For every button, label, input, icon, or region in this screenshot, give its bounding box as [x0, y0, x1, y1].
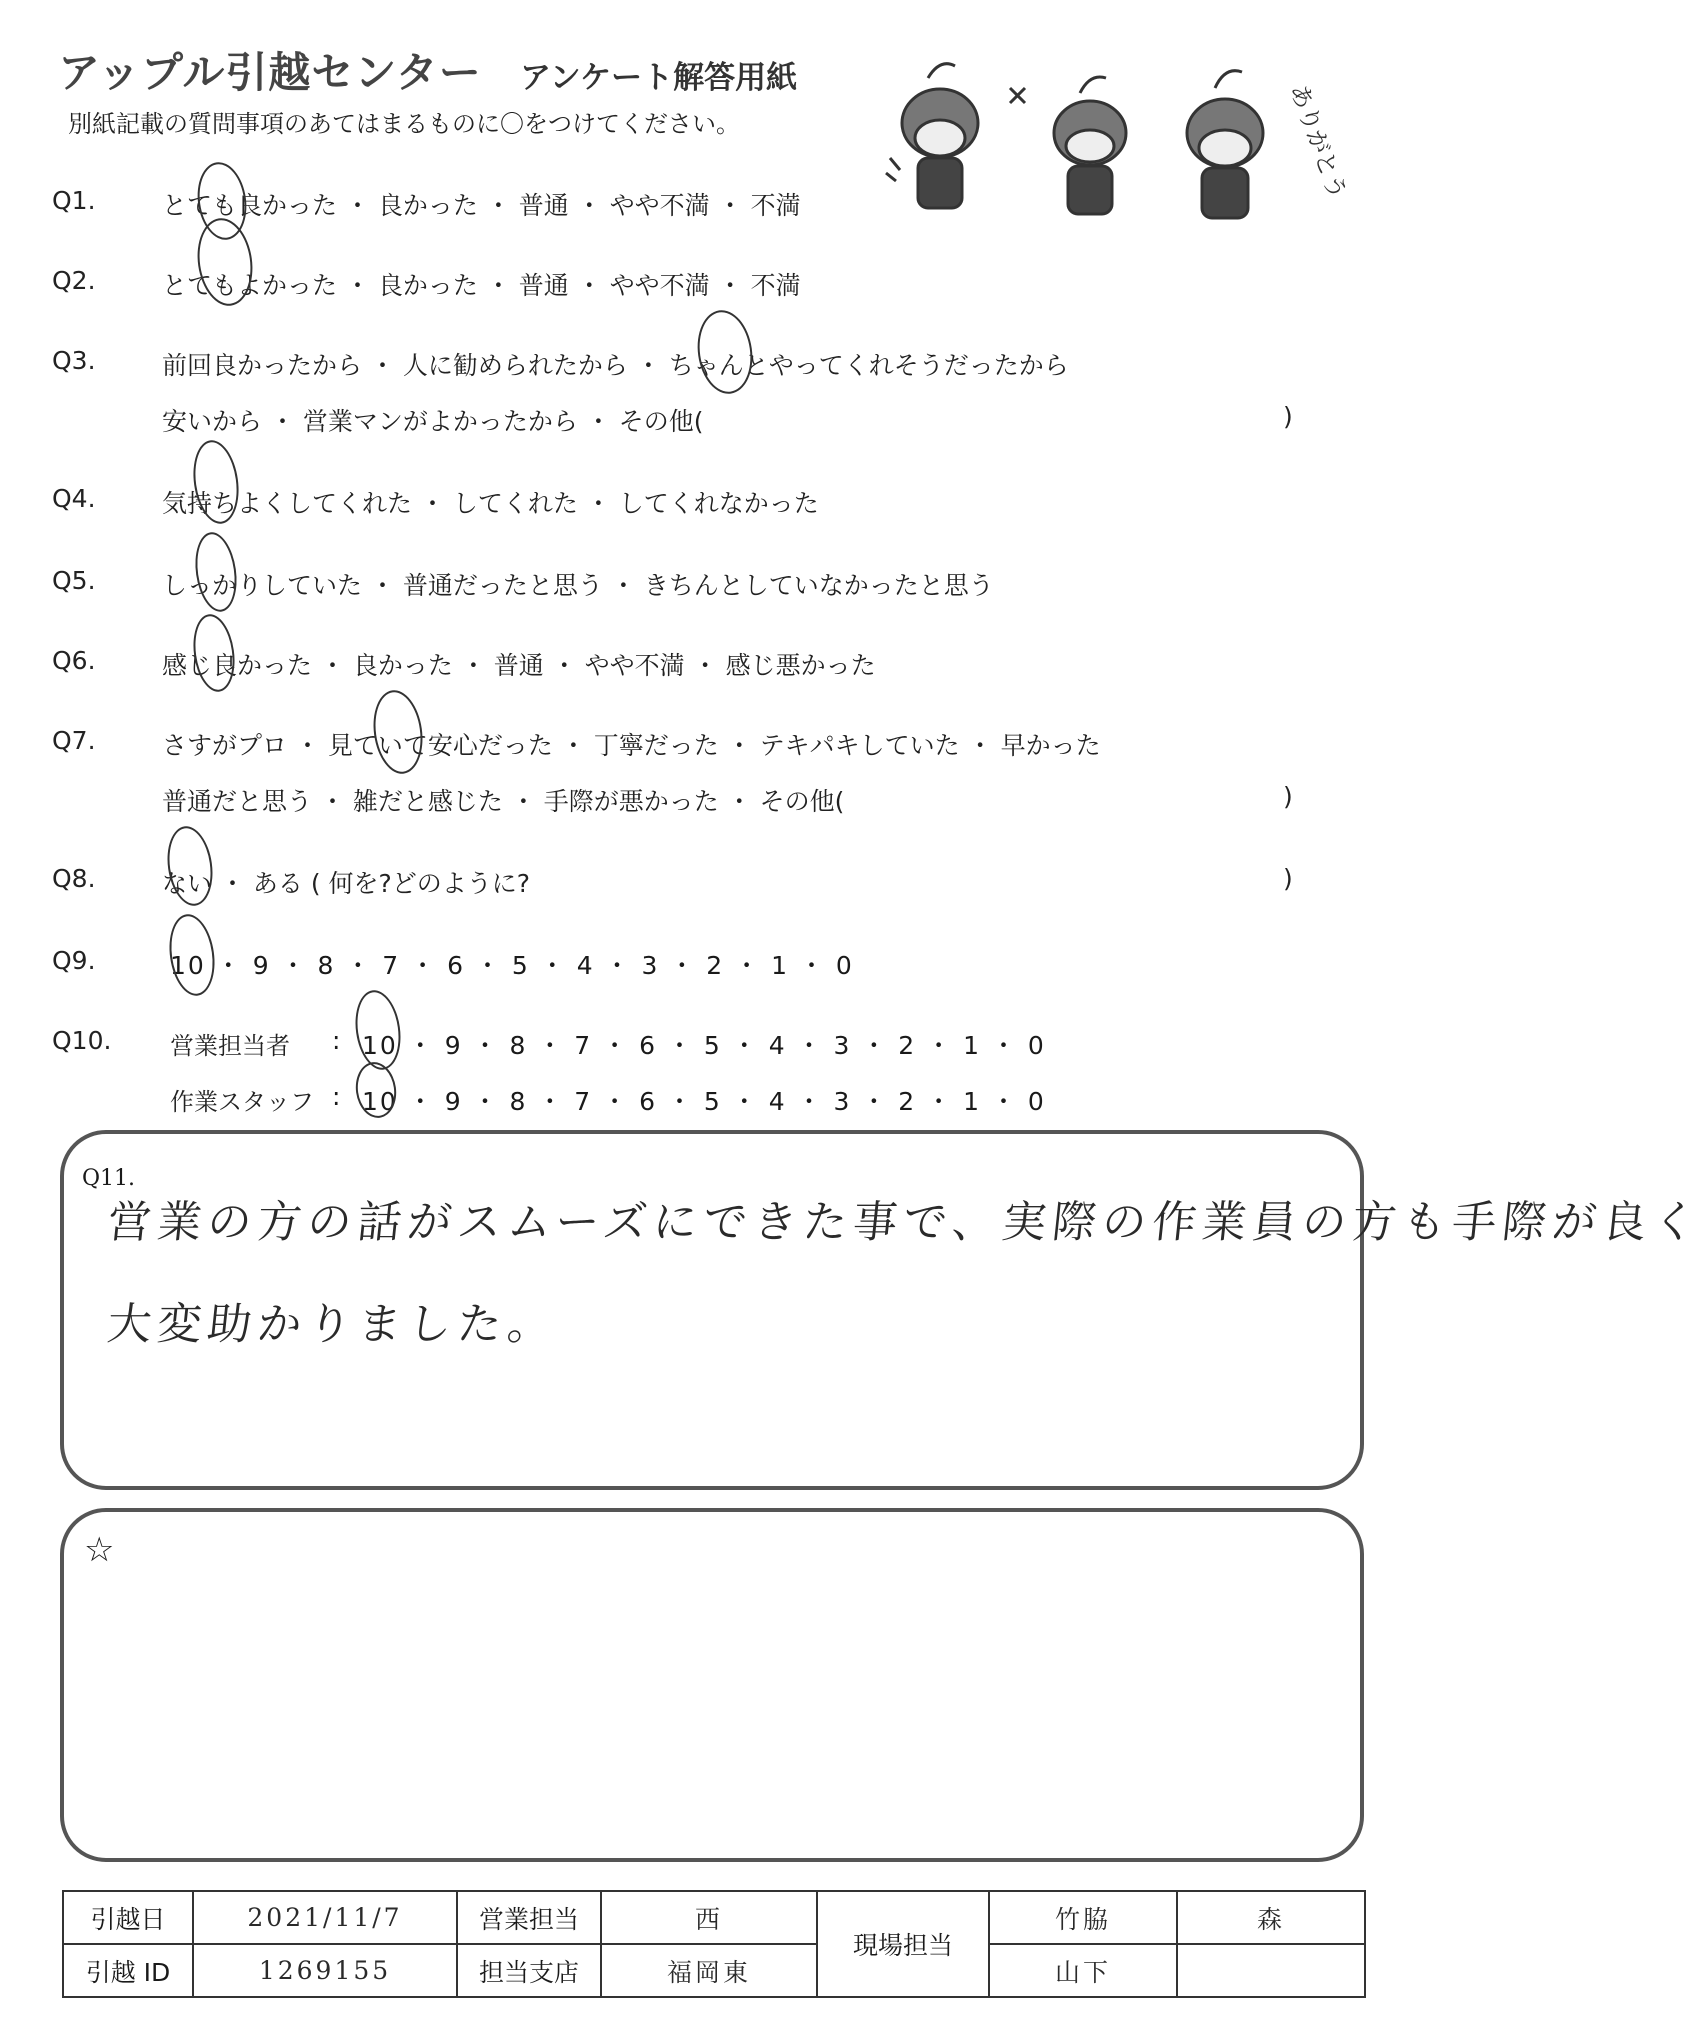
q11-answer-line1: 営業の方の話がスムーズにできた事で、実際の作業員の方も手際が良く — [104, 1197, 1705, 1248]
branch-value: 福岡東 — [601, 1944, 817, 1997]
mascot-caption: ありがとう — [1284, 80, 1352, 203]
comment-box[interactable] — [60, 1508, 1364, 1862]
mascot-middle — [1010, 77, 1126, 214]
q7-selection-circle — [368, 687, 427, 777]
q10-staff-colon: : — [332, 1082, 341, 1111]
footer-table — [62, 1890, 1366, 1998]
q4-options[interactable]: 気持ちよくしてくれた ・ してくれた ・ してくれなかった — [162, 489, 819, 518]
q1-options[interactable]: とても良かった ・ 良かった ・ 普通 ・ やや不満 ・ 不満 — [162, 191, 801, 220]
site-staff-2: 森 — [1177, 1891, 1365, 1944]
q4-label: Q4. — [52, 484, 96, 513]
q10-label: Q10. — [52, 1026, 112, 1055]
q8-close-paren: ) — [1283, 864, 1293, 893]
q3-selection-circle — [692, 307, 757, 398]
move-id-value: 1269155 — [193, 1944, 457, 1997]
q11-answer-line2: 大変助かりました。 — [104, 1299, 561, 1350]
q10-staff-label: 作業スタッフ — [170, 1088, 314, 1116]
mascot-left — [886, 64, 978, 208]
site-staff-1: 竹脇 — [989, 1891, 1177, 1944]
move-date-label: 引越日 — [63, 1891, 193, 1944]
q9-selection-circle — [165, 911, 220, 998]
q9-scale[interactable]: 10 ・ 9 ・ 8 ・ 7 ・ 6 ・ 5 ・ 4 ・ 3 ・ 2 ・ 1 ・ 0 — [170, 951, 854, 980]
move-date-value: 2021/11/7 — [193, 1891, 457, 1944]
star-icon: ☆ — [84, 1530, 115, 1570]
q10-sales-colon: : — [332, 1026, 341, 1055]
mascot-right — [1187, 71, 1263, 218]
sales-value: 西 — [601, 1891, 817, 1944]
q7-options-line1[interactable]: さすがプロ ・ 見ていて安心だった ・ 丁寧だった ・ テキパキしていた ・ 早かった — [162, 731, 1101, 760]
q7-label: Q7. — [52, 726, 96, 755]
company-title: アップル引越センター — [58, 48, 482, 97]
branch-label: 担当支店 — [457, 1944, 601, 1997]
q11-label: Q11. — [82, 1166, 136, 1191]
q6-options[interactable]: 感じ良かった ・ 良かった ・ 普通 ・ やや不満 ・ 感じ悪かった — [162, 651, 876, 680]
q10-sales-label: 営業担当者 — [170, 1032, 290, 1060]
q6-label: Q6. — [52, 646, 96, 675]
form-subtitle: アンケート解答用紙 — [520, 60, 798, 96]
q3-options-line1[interactable]: 前回良かったから ・ 人に勧められたから ・ ちゃんとやってくれそうだったから — [162, 351, 1069, 380]
q1-label: Q1. — [52, 186, 96, 215]
q2-options[interactable]: とてもよかった ・ 良かった ・ 普通 ・ やや不満 ・ 不満 — [162, 271, 801, 300]
q3-label: Q3. — [52, 346, 96, 375]
q3-close-paren: ) — [1283, 402, 1293, 431]
sales-label: 営業担当 — [457, 1891, 601, 1944]
q10-staff-scale[interactable]: 10 ・ 9 ・ 8 ・ 7 ・ 6 ・ 5 ・ 4 ・ 3 ・ 2 ・ 1 ・ 0 — [362, 1087, 1046, 1116]
q5-options[interactable]: しっかりしていた ・ 普通だったと思う ・ きちんとしていなかったと思う — [162, 571, 994, 600]
q3-options-line2[interactable]: 安いから ・ 営業マンがよかったから ・ その他( — [162, 407, 704, 436]
site-staff-3: 山下 — [989, 1944, 1177, 1997]
q9-label: Q9. — [52, 946, 96, 975]
q8-label: Q8. — [52, 864, 96, 893]
q2-label: Q2. — [52, 266, 96, 295]
q8-options[interactable]: ない ・ ある ( 何を?どのように? — [162, 869, 531, 898]
q7-options-line2[interactable]: 普通だと思う ・ 雑だと感じた ・ 手際が悪かった ・ その他( — [162, 787, 845, 816]
site-staff-4 — [1177, 1944, 1365, 1997]
mascot-illustration — [880, 48, 1352, 228]
q5-label: Q5. — [52, 566, 96, 595]
move-id-label: 引越 ID — [63, 1944, 193, 1997]
q10-sales-scale[interactable]: 10 ・ 9 ・ 8 ・ 7 ・ 6 ・ 5 ・ 4 ・ 3 ・ 2 ・ 1 ・ 0 — [362, 1031, 1046, 1060]
q7-close-paren: ) — [1283, 782, 1293, 811]
instruction-text: 別紙記載の質問事項のあてはまるものに〇をつけてください。 — [68, 110, 740, 138]
site-label: 現場担当 — [817, 1891, 989, 1997]
